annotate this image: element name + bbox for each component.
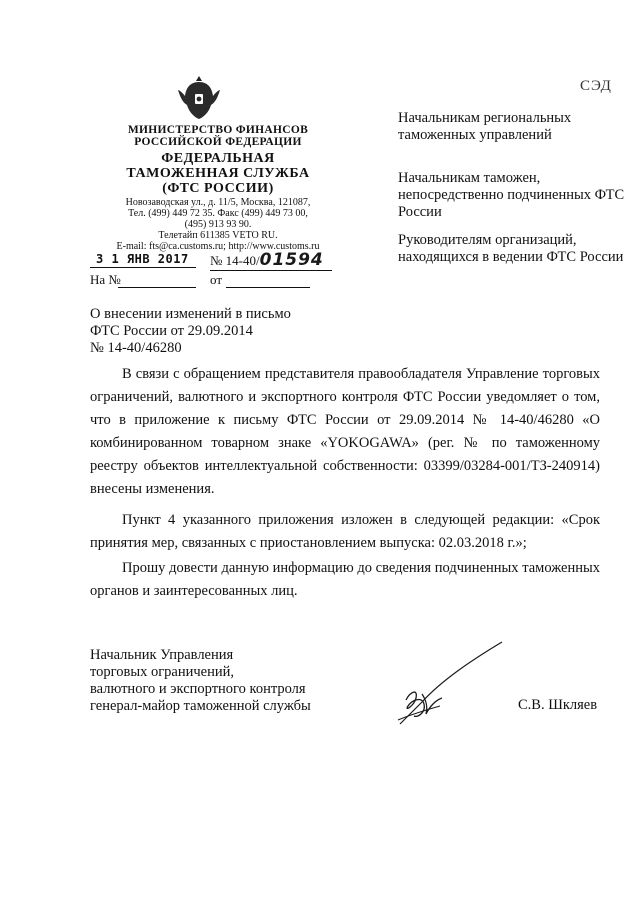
service-name: ФЕДЕРАЛЬНАЯ ТАМОЖЕННАЯ СЛУЖБА (ФТС РОССИИ)	[126, 151, 310, 196]
registration-date: 3 1 ЯНВ 2017	[90, 251, 196, 268]
recipient-1: Начальникам региональных таможенных управлений	[398, 110, 572, 143]
registration-number: № 14-40/01594	[210, 250, 332, 271]
reference-from-line	[226, 287, 310, 288]
paragraph-1: В связи с обращением представителя правообладателя Управление торговых ограничений, валютного и экспортного контроля ФТС России уведомляет о том, что в приложение к письму ФТС России от 29.09.2014 № 14-40/46280 «О комбинированном товарном знаке «YOKOGAWA» (рег. № по таможенному реестру объектов интеллектуальной собственности: 03399/03284-001/ТЗ-240914) внесены изменения.	[90, 366, 600, 497]
ministry-name: МИНИСТЕРСТВО ФИНАНСОВ РОССИЙСКОЙ ФЕДЕРАЦИИ	[127, 124, 309, 148]
reference-from-label: от	[210, 272, 223, 287]
coat-of-arms-icon	[176, 72, 222, 122]
handwritten-signature	[392, 640, 512, 730]
reference-line	[118, 287, 196, 288]
recipient-3: Руководителям организаций, находящихся в ведении ФТС России	[398, 232, 624, 265]
subject: О внесении изменений в письмо ФТС России от 29.09.2014 № 14-40/46280	[90, 306, 291, 356]
reference-label: На №	[90, 272, 121, 287]
signatory-title: Начальник Управления торговых ограничений, валютного и экспортного контроля генерал-майор таможенной службы	[90, 647, 311, 714]
recipient-2: Начальникам таможен, непосредственно подчиненных ФТС России	[398, 170, 625, 220]
signatory-name: С.В. Шкляев	[518, 697, 598, 713]
address-block: Новозаводская ул., д. 11/5, Москва, 121087, Тел. (499) 449 72 35. Факс (499) 449 73 00, (495) 913 93 90. Телетайп 611385 VETO RU. E-mail: fts@ca.customs.ru; http://www.customs.ru	[116, 197, 320, 252]
paragraph-2: Пункт 4 указанного приложения изложен в следующей редакции: «Срок принятия мер, связанных с приостановлением выпуска: 02.03.2018 г.»;	[90, 512, 600, 551]
corner-mark: СЭД	[580, 78, 612, 94]
handwritten-number: 01594	[259, 250, 324, 270]
paragraph-3: Прошу довести данную информацию до сведения подчиненных таможенных органов и заинтересованных лиц.	[90, 560, 600, 599]
